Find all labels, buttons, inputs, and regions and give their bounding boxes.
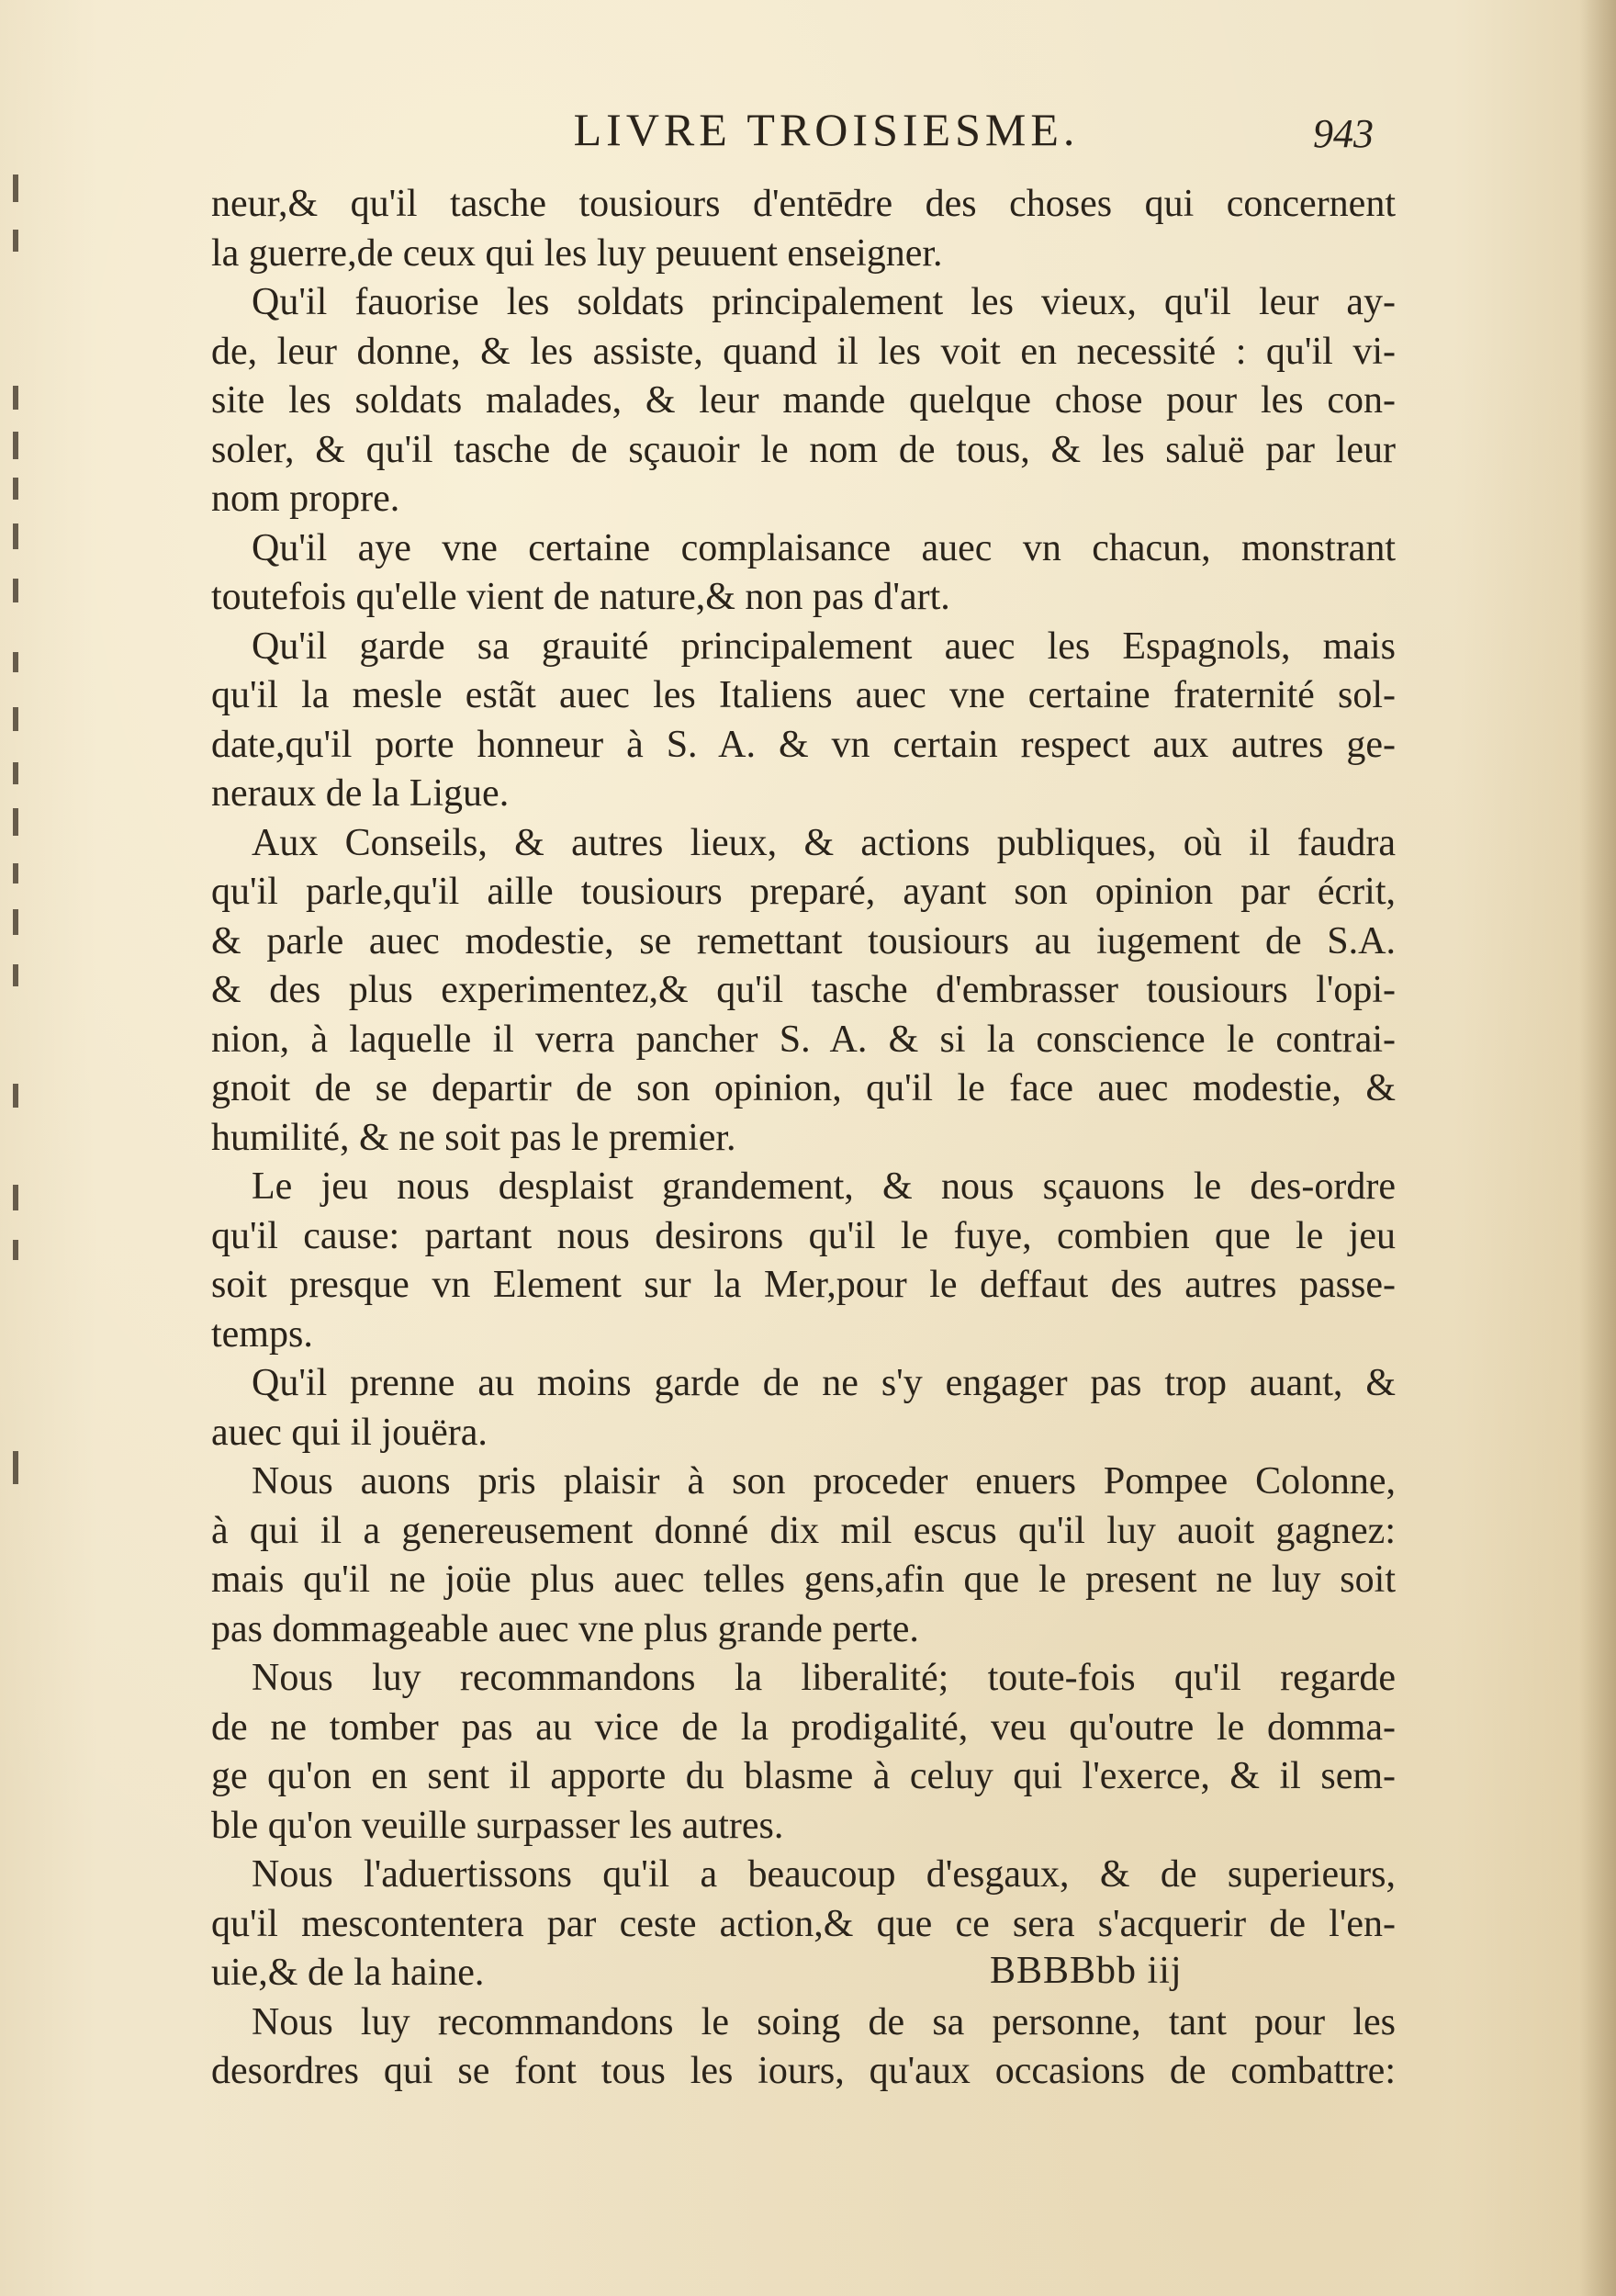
text-line: nom propre. (211, 478, 400, 520)
text-line: toutefois qu'elle vient de nature,& non pas d'art. (211, 576, 950, 618)
text-line: desordres qui se font tous les iours, qu'aux occasions de combattre: (211, 2050, 1396, 2092)
text-line: Aux Conseils, & autres lieux, & actions publiques, où il faudra (252, 821, 1396, 864)
left-edge-bleed-marks (13, 174, 31, 1552)
text-line: mais qu'il ne joüe plus auec telles gens,afin que le present ne luy soit (211, 1559, 1396, 1601)
text-line: de ne tomber pas au vice de la prodigalité, veu qu'outre le domma- (211, 1705, 1396, 1749)
text-line: Qu'il prenne au moins garde de ne s'y engager pas trop auant, & (252, 1362, 1396, 1404)
text-line: auec qui il jouëra. (211, 1411, 488, 1454)
running-title: LIVRE TROISIESME. (573, 104, 1080, 155)
text-line: ble qu'on veuille surpasser les autres. (211, 1804, 784, 1847)
text-line: ge qu'on en sent il apporte du blasme à celuy qui l'exerce, & il sem- (211, 1755, 1396, 1797)
text-line: & parle auec modestie, se remettant tousiours au iugement de S.A. (211, 919, 1396, 962)
text-line: à qui il a genereusement donné dix mil escus qu'il luy auoit gagnez: (211, 1509, 1396, 1552)
text-line: gnoit de se departir de son opinion, qu'il le face auec modestie, & (211, 1067, 1396, 1109)
text-line: Nous l'aduertissons qu'il a beaucoup d'esgaux, & de superieurs, (252, 1853, 1396, 1896)
text-line: qu'il mescontentera par ceste action,& que ce sera s'acquerir de l'en- (211, 1902, 1396, 1945)
text-line: la guerre,de ceux qui les luy peuuent enseigner. (211, 231, 943, 275)
text-line: Nous luy recommandons la liberalité; toute-fois qu'il regarde (252, 1657, 1396, 1699)
body-text (211, 180, 1396, 2097)
text-line: neraux de la Ligue. (211, 772, 510, 815)
text-line: soit presque vn Element sur la Mer,pour le deffaut des autres passe- (211, 1264, 1396, 1306)
text-line: Nous auons pris plaisir à son proceder enuers Pompee Colonne, (252, 1460, 1396, 1503)
text-line: Qu'il garde sa grauité principalement auec les Espagnols, mais (252, 625, 1396, 668)
text-line: & des plus experimentez,& qu'il tasche d'embrasser tousiours l'opi- (211, 969, 1396, 1011)
text-line: neur,& qu'il tasche tousiours d'entēdre des choses qui concernent (211, 183, 1396, 225)
page-number: 943 (1313, 111, 1374, 156)
signature-mark: BBBBbb iij (990, 1950, 1183, 1992)
text-line: pas dommageable auec vne plus grande perte. (211, 1607, 919, 1650)
text-line: date,qu'il porte honneur à S. A. & vn certain respect aux autres ge- (211, 723, 1396, 766)
text-line: nion, à laquelle il verra pancher S. A. & si la conscience le contrai- (211, 1018, 1396, 1061)
text-line: Qu'il aye vne certaine complaisance auec vn chacun, monstrant (252, 526, 1396, 569)
text-line: Le jeu nous desplaist grandement, & nous sçauons le des-ordre (252, 1165, 1396, 1208)
text-line: qu'il parle,qu'il aille tousiours preparé, ayant son opinion par écrit, (211, 871, 1396, 913)
text-line: Qu'il fauorise les soldats principalement les vieux, qu'il leur ay- (252, 281, 1396, 323)
text-line: Nous luy recommandons le soing de sa personne, tant pour les (252, 2000, 1396, 2043)
text-line: soler, & qu'il tasche de sçauoir le nom de tous, & les saluë par leur (211, 428, 1396, 471)
text-line: site les soldats malades, & leur mande quelque chose pour les con- (211, 379, 1396, 422)
text-line: de, leur donne, & les assiste, quand il les voit en necessité : qu'il vi- (211, 330, 1396, 373)
text-line: qu'il cause: partant nous desirons qu'il le fuye, combien que le jeu (211, 1214, 1396, 1257)
text-line: uie,& de la haine. (211, 1952, 485, 1994)
text-line: humilité, & ne soit pas le premier. (211, 1116, 736, 1159)
text-line: qu'il la mesle estãt auec les Italiens auec vne certaine fraternité sol- (211, 674, 1396, 716)
text-line: temps. (211, 1312, 313, 1356)
page-gutter-shadow (1579, 0, 1616, 2296)
